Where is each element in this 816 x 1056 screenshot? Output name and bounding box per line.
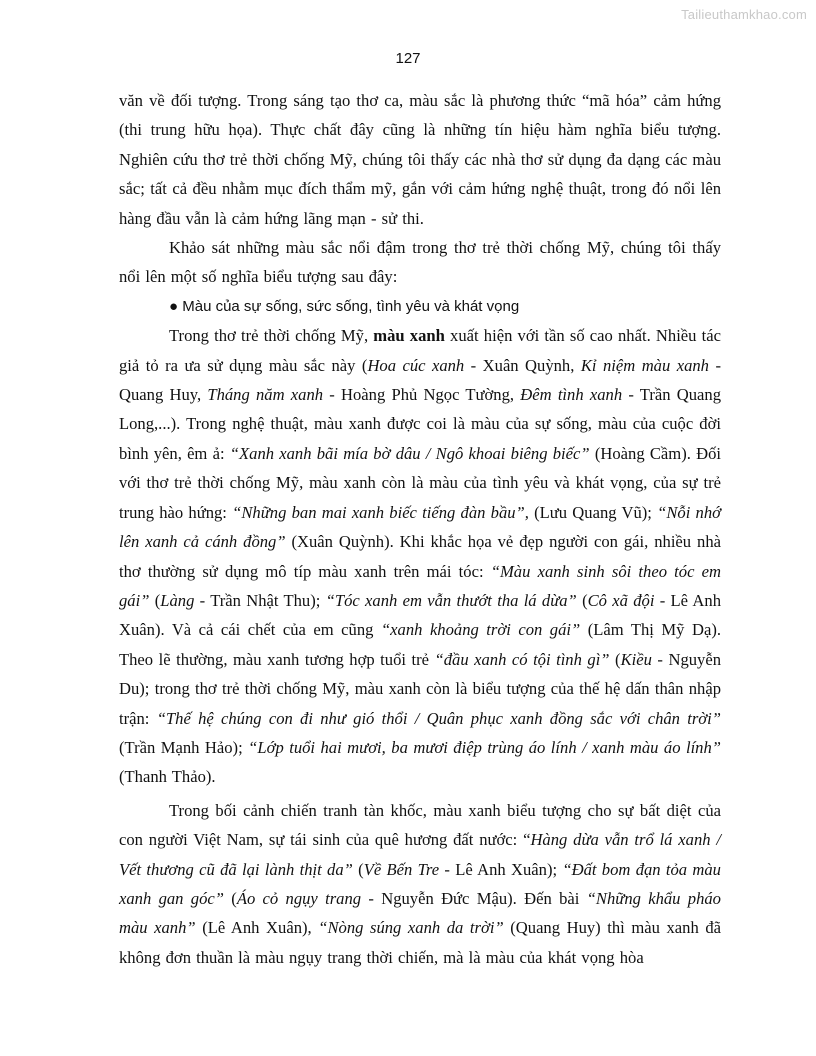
text-run: văn về đối tượng. Trong sáng tạo thơ ca, màu sắc là phương thức “mã hóa” cảm hứng (thi trung hữu họa). Thực chất đây cũng là những tín hiệu hàm nghĩa biểu tượng. Nghiên cứu thơ trẻ thời chống Mỹ, chúng tôi thấy các nhà thơ sử dụng đa dạng các màu sắc; tất cả đều nhằm mục đích thẩm mỹ, gắn với cảm hứng nghệ thuật, trong đó nổi lên hàng đầu vẫn là cảm hứng lãng mạn - sử thi. [119,91,721,228]
text-run: (Trần Mạnh Hảo); [119,737,249,757]
italic-quote: “Đất bom đạn tỏa màu xanh gan góc” [119,859,721,908]
italic-quote: “Những khẩu pháo màu xanh” [119,888,721,938]
text-run: - Nguyễn Du); trong thơ trẻ thời chống Mỹ, màu xanh còn là biểu tượng của thế hệ dấn thân nhập trận: [119,649,721,728]
italic-quote: “Những ban mai xanh biếc tiếng đàn bầu”, [232,502,529,522]
text-run: ( [352,859,364,879]
text-run: Trong bối cảnh chiến tranh tàn khốc, màu xanh biểu tượng cho sự bất diệt của con người Việt Nam, sự tái sinh của quê hương đất nước: “ [119,800,721,850]
document-body [119,86,721,972]
italic-quote: “xanh khoảng trời con gái” [380,620,581,640]
paragraph-4 [119,796,721,972]
text-run: - Lê Anh Xuân); [439,859,563,879]
text-run: (Lâm Thị Mỹ Dạ). Theo lẽ thường, màu xanh tương hợp tuổi trẻ [119,620,721,669]
text-run: - Trần Quang Long,...). Trong nghệ thuật, màu xanh được coi là màu của sự sống, màu của cuộc đời bình yên, êm ả: [119,385,722,463]
paragraph-3 [119,321,721,792]
italic-quote: “đầu xanh có tội tình gì” [434,649,610,669]
text-run: ( [223,888,237,908]
text-run: - Lê Anh Xuân). Và cả cái chết của em cũng [119,590,722,640]
text-run: ( [149,590,161,610]
italic-title: Cô xã đội [587,590,655,610]
text-run: (Hoàng Cầm). Đối với thơ trẻ thời chống Mỹ, màu xanh còn là màu của tình yêu và khát vọng, của sự trẻ trung hào hứng: [119,443,721,522]
italic-title: Hoa cúc xanh [367,355,465,375]
text-run: (Xuân Quỳnh). Khi khắc họa vẻ đẹp người con gái, nhiều nhà thơ thường sử dụng mô típ màu xanh trên mái tóc: [119,532,721,581]
italic-title: Đêm tình xanh [520,385,623,405]
text-run: - Trần Nhật Thu); [194,590,326,610]
italic-title: Tháng năm xanh [207,385,324,405]
italic-quote: “Xanh xanh bãi mía bờ dâu / Ngô khoai biêng biếc” [229,443,590,463]
bullet-heading [119,292,721,321]
text-run: - Xuân Quỳnh, [464,355,581,375]
italic-quote: “Lớp tuổi hai mươi, ba mươi điệp trùng áo lính / xanh màu áo lính” [248,737,721,757]
text-run: - Quang Huy, [119,355,721,405]
text-run: (Quang Huy) thì màu xanh đã không đơn thuần là màu ngụy trang thời chiến, mà là màu của khát vọng hòa [119,918,721,967]
italic-quote: “Thế hệ chúng con đi như gió thổi / Quân phục xanh đồng sắc với chân trời” [156,708,722,728]
italic-quote: “Nòng súng xanh da trời” [318,918,504,938]
italic-title: Làng [160,590,195,610]
italic-title: Về Bến Tre [363,859,440,879]
text-run: ( [609,649,621,669]
text-run: (Lê Anh Xuân), [195,918,319,938]
text-run: (Lưu Quang Vũ); [528,502,658,522]
text-run: Trong thơ trẻ thời chống Mỹ, [169,326,374,346]
bold-term: màu xanh [373,326,445,346]
text-run: ( [576,590,588,610]
italic-title: Kiều [620,649,652,669]
italic-quote: “Màu xanh sinh sôi theo tóc em gái” [119,561,721,610]
italic-title: Kỉ niệm màu xanh [580,355,709,375]
italic-quote: Hàng dừa vẫn trổ lá xanh / Vết thương cũ đã lại lành thịt da” [119,830,721,879]
text-run: - Nguyễn Đức Mậu). Đến bài [361,888,587,908]
italic-title: Áo cỏ ngụy trang [236,888,362,908]
italic-quote: “Nỗi nhớ lên xanh cả cánh đồng” [119,502,721,552]
paragraph-1 [119,86,721,233]
page-number: 127 [395,50,421,67]
text-run: - Hoàng Phủ Ngọc Tường, [323,385,521,405]
text-run: (Thanh Thảo). [119,767,216,787]
bullet-text: Màu của sự sống, sức sống, tình yêu và khát vọng [182,297,520,315]
bullet-icon: ● [169,297,179,315]
text-run: xuất hiện với tần số cao nhất. Nhiều tác giả tỏ ra ưa sử dụng màu sắc này ( [119,326,721,375]
paragraph-2 [119,233,721,292]
italic-quote: “Tóc xanh em vẫn thướt tha lá dừa” [325,590,577,610]
watermark: Tailieuthamkhao.com [681,7,807,22]
text-run: Khảo sát những màu sắc nổi đậm trong thơ trẻ thời chống Mỹ, chúng tôi thấy nổi lên một số nghĩa biểu tượng sau đây: [119,238,721,287]
